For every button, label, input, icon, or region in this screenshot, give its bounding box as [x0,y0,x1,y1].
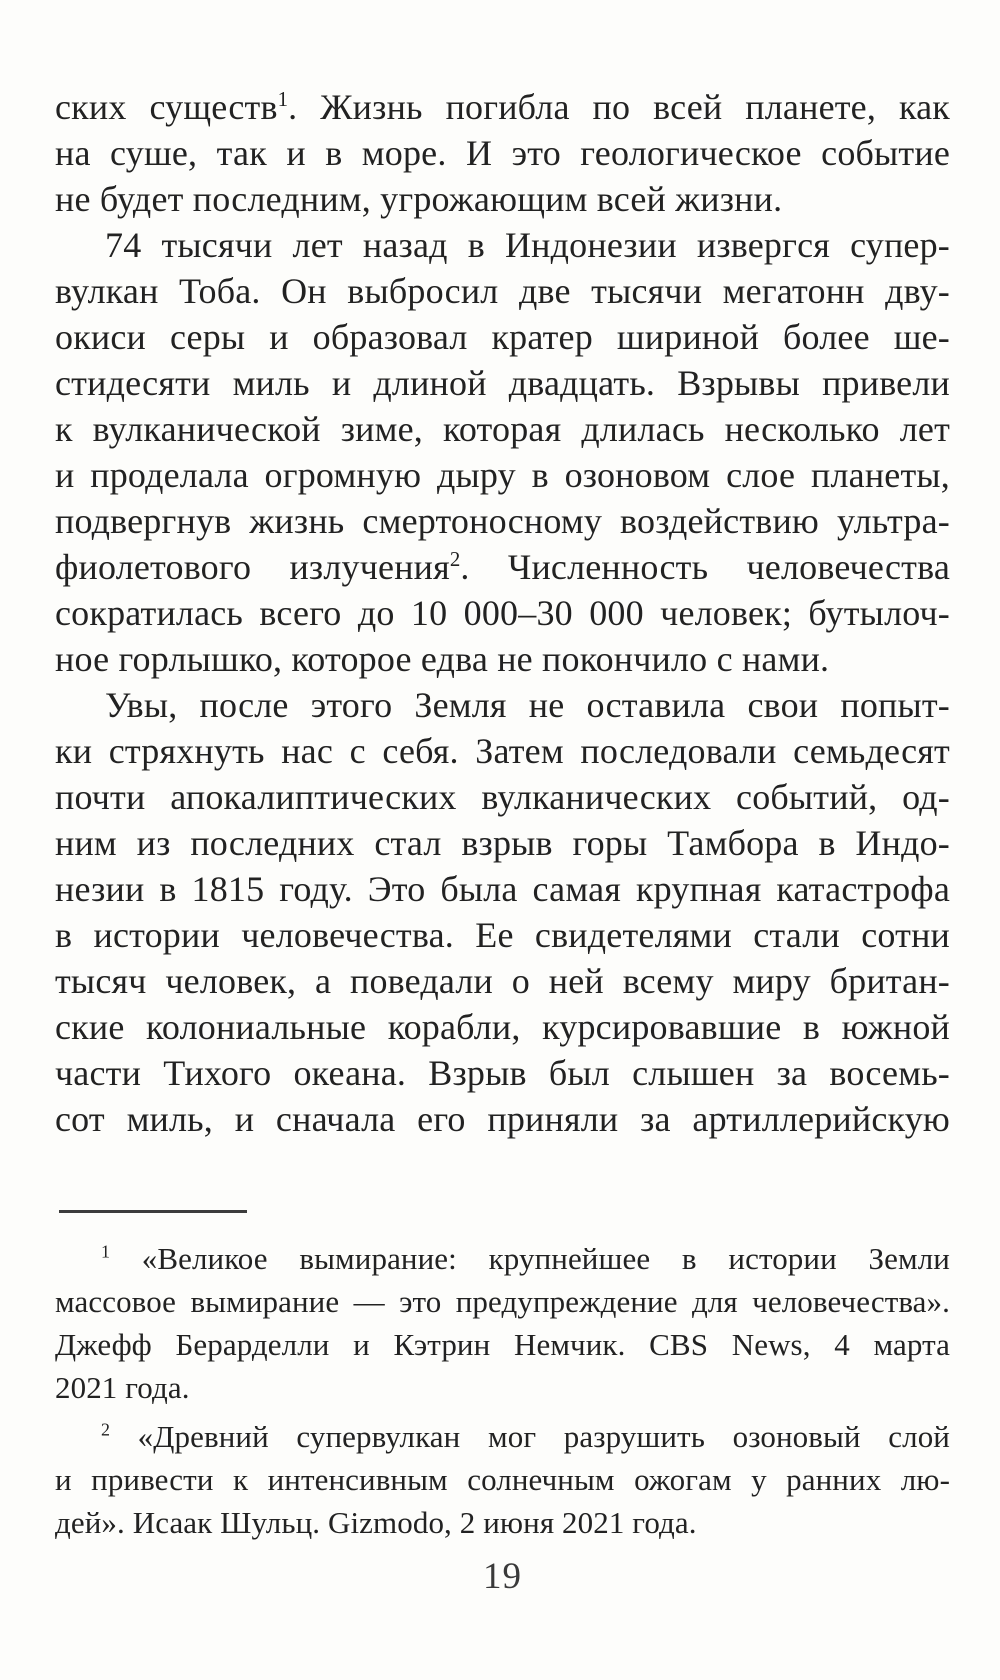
body-line: ки стряхнуть нас с себя. Затем последовали семьдесят [55,731,950,771]
body-line: 74 тысячи лет назад в Индонезии извергся супер- [105,225,950,265]
footnote-line: массовое вымирание — это предупреждение для человечества». [55,1284,950,1319]
body-line: части Тихого океана. Взрыв был слышен за восемь- [55,1053,950,1093]
footnote-ref-1: 1 [277,87,289,111]
body-line: сократилась всего до 10 000–30 000 человек; бутылоч- [55,593,950,633]
body-line: не будет последним, угрожающим всей жизни. [55,179,783,219]
footnote-text: «Великое вымирание: крупнейшее в истории Земли [109,1241,950,1276]
body-line: и проделала огромную дыру в озоновом слое планеты, [55,455,950,495]
footnote-line [55,1237,950,1280]
body-line: ские колониальные корабли, курсировавшие в южной [55,1007,950,1047]
body-line: на суше, так и в море. И это геологическое событие [55,133,950,173]
body-line: ним из последних стал взрыв горы Тамбора в Индо- [55,823,950,863]
body-line: подвергнув жизнь смертоносному воздействию ультра- [55,501,950,541]
body-line: к вулканической зиме, которая длилась несколько лет [55,409,950,449]
body-line: окиси серы и образовал кратер шириной более ше- [55,317,950,357]
footnote-2-marker: 2 [101,1419,110,1440]
body-line: тысяч человек, а поведали о ней всему миру британ- [55,961,950,1001]
body-line: сот миль, и сначала его приняли за артиллерийскую [55,1099,950,1139]
body-text: ских существ [55,87,278,127]
footnote-line: Джефф Берарделли и Кэтрин Немчик. CBS News, 4 марта [55,1327,950,1362]
footnote-ref-2: 2 [449,547,461,571]
body-text-block [55,84,950,1142]
footnote-line: дей». Исаак Шульц. Gizmodo, 2 июня 2021 года. [55,1505,697,1540]
body-line [55,84,950,130]
body-text: . Жизнь погибла по всей планете, как [288,87,950,127]
body-text: фиолетового излучения [55,547,450,587]
footnote-1-marker: 1 [101,1241,110,1262]
body-line: ное горлышко, которое едва не покончило с нами. [55,639,830,679]
body-line: незии в 1815 году. Это была самая крупная катастрофа [55,869,950,909]
footnote-line [55,1415,950,1458]
footnote-1 [55,1237,950,1409]
footnotes-block [55,1237,950,1544]
body-text: . Численность человечества [460,547,951,587]
body-line: стидесяти миль и длиной двадцать. Взрывы привели [55,363,950,403]
body-line: почти апокалиптических вулканических событий, од- [55,777,950,817]
footnote-line: 2021 года. [55,1370,190,1405]
footnote-2 [55,1415,950,1544]
body-line: в истории человечества. Ее свидетелями стали сотни [55,915,950,955]
footnote-line: и привести к интенсивным солнечным ожогам у ранних лю- [55,1462,950,1497]
footnote-text: «Древний супервулкан мог разрушить озоновый слой [109,1419,950,1454]
footnote-separator-rule [59,1210,247,1213]
body-line: Увы, после этого Земля не оставила свои попыт- [105,685,950,725]
body-line [55,544,950,590]
body-line: вулкан Тоба. Он выбросил две тысячи мегатонн дву- [55,271,950,311]
page-number: 19 [483,1556,522,1597]
